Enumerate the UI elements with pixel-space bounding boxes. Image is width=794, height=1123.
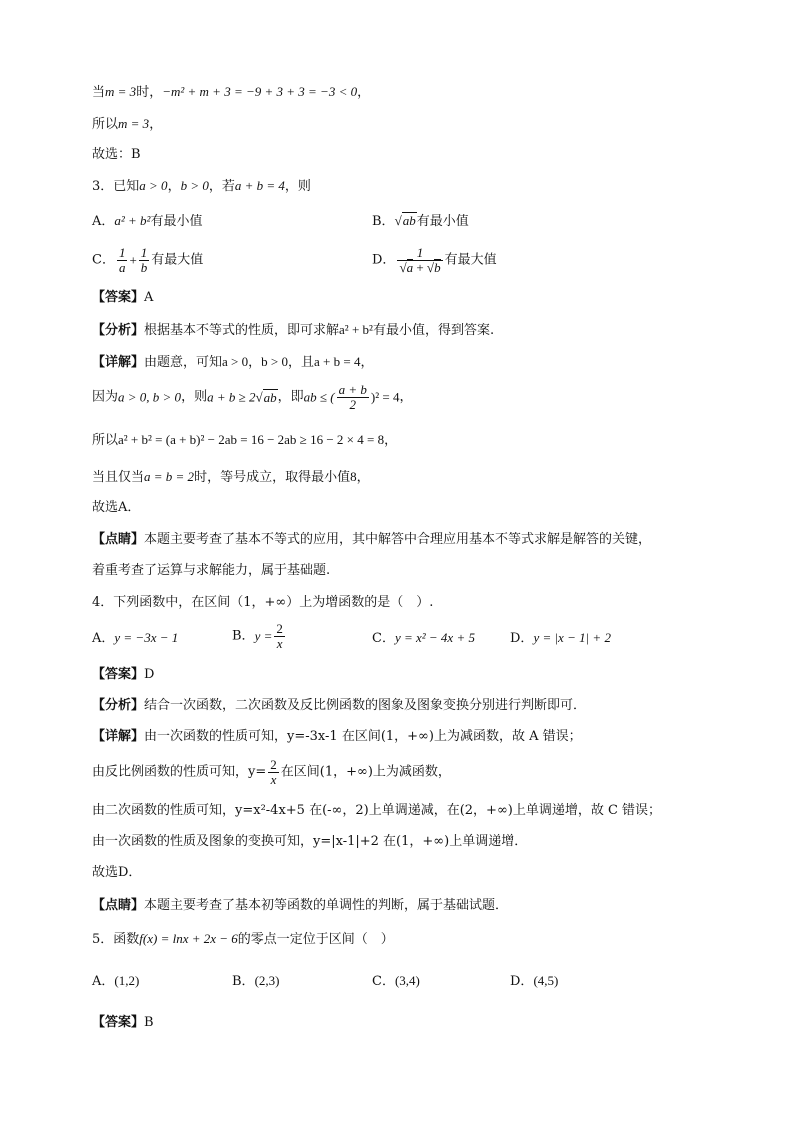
denominator: 2 [337, 397, 369, 412]
text: 3．已知 [92, 179, 140, 194]
numerator: 2 [270, 757, 277, 772]
q4-option-b [232, 622, 287, 651]
fraction [268, 758, 279, 787]
math: (1,2) [114, 973, 140, 988]
text: 由一次函数的性质可知，y=-3x-1 在区间(1，+∞)上为减函数，故 A 错误； [144, 729, 582, 744]
text: ，且 [288, 355, 315, 370]
math: y = x² − 4x + 5 [394, 630, 475, 645]
answer-value: A [144, 290, 154, 305]
math: a² + b² [114, 213, 151, 228]
q4-detail-4 [92, 834, 527, 850]
answer-tag: 【答案】 [92, 290, 145, 305]
q3-detail-2 [92, 383, 412, 412]
math: (4,5) [533, 973, 559, 988]
math: a + b = 4 [234, 178, 285, 193]
q4-comment [92, 898, 508, 914]
q3-option-b [372, 213, 469, 230]
math: y = −3x − 1 [114, 630, 179, 645]
q3-option-c [92, 246, 203, 275]
answer-tag: 【答案】 [92, 667, 145, 682]
math: −m² + m + 3 = −9 + 3 + 3 = −3 < 0 [162, 84, 358, 99]
fraction [397, 246, 442, 275]
math: ab ≤ ( [303, 389, 335, 405]
detail-tag: 【详解】 [92, 355, 145, 370]
text: 5．函数 [92, 932, 140, 947]
text: ， [357, 85, 371, 100]
q4-stem [92, 595, 433, 611]
text: ，即 [277, 389, 304, 405]
text: ，若 [208, 179, 235, 194]
option-label: D． [372, 252, 396, 268]
text: 当且仅当 [92, 470, 145, 485]
text: 的零点一定位于区间（ ） [237, 932, 394, 947]
q4-detail-1 [92, 729, 582, 745]
numerator: 2 [276, 621, 283, 636]
q5-answer [92, 1015, 154, 1031]
analysis-tag: 【分析】 [92, 323, 145, 338]
comment-tag: 【点睛】 [92, 532, 145, 547]
option-label: D． [510, 631, 534, 646]
answer-value: D [144, 667, 155, 682]
q3-detail-1 [92, 354, 373, 371]
math: a > 0, b > 0 [118, 389, 182, 405]
text: 有最小值，得到答案. [372, 323, 495, 338]
text: ，则 [284, 179, 311, 194]
q4-option-d [510, 630, 611, 647]
radicand: b [434, 260, 441, 275]
text: 当 [92, 85, 106, 100]
numerator: a + b [338, 382, 367, 397]
text: 由题意，可知 [144, 355, 223, 370]
text-line-choose-b [92, 147, 141, 163]
math: y = [254, 628, 273, 644]
text: 有最小值 [416, 214, 469, 229]
fraction [337, 383, 369, 412]
text: 在区间(1，+∞)上为减函数， [280, 764, 451, 780]
math: m = 3 [105, 84, 137, 99]
text: 所以 [92, 433, 119, 448]
option-label: B． [232, 974, 255, 989]
comment-tag: 【点睛】 [92, 898, 145, 913]
math: + [416, 260, 424, 275]
text: 时，等号成立，取得最小值 [194, 470, 351, 485]
q3-comment-1 [92, 532, 651, 548]
option-label: A． [92, 214, 115, 229]
radicand: a [406, 260, 414, 275]
text: 结合一次函数，二次函数及反比例函数的图象及图象变换分别进行判断即可． [144, 698, 587, 713]
q3-option-d [372, 246, 497, 275]
math: a² + b² [339, 322, 373, 337]
denominator: a [118, 260, 126, 275]
text: ， [248, 355, 262, 370]
q3-option-a [92, 213, 202, 230]
sqrt-symbol: √ab [394, 213, 416, 228]
q5-option-d [510, 973, 558, 990]
q3-answer [92, 290, 153, 306]
q4-option-c [372, 630, 475, 647]
q5-stem [92, 931, 394, 948]
math: b > 0 [261, 354, 288, 369]
analysis-tag: 【分析】 [92, 698, 145, 713]
q3-analysis [92, 322, 494, 339]
text-line-m3 [92, 84, 370, 101]
math: b > 0 [180, 178, 209, 193]
q5-option-b [232, 973, 279, 990]
text: ， [384, 433, 398, 448]
numerator: 1 [140, 245, 148, 260]
denominator: x [268, 772, 279, 787]
text: 由二次函数的性质可知，y=x²-4x+5 在(-∞，2)上单调递减，在(2，+∞)上单调递增，故 C 错误； [92, 803, 662, 818]
q4-option-a [92, 630, 178, 647]
text: 故选D． [92, 865, 142, 880]
q5-option-a [92, 973, 139, 990]
numerator: 1 [118, 245, 126, 260]
text-line-so-m3 [92, 116, 162, 133]
q4-detail-3 [92, 803, 661, 819]
math: y = |x − 1| + 2 [533, 630, 611, 645]
option-label: C． [372, 631, 395, 646]
text: 故选：B [92, 147, 141, 162]
option-label: C． [372, 974, 395, 989]
detail-tag: 【详解】 [92, 729, 145, 744]
option-label: D． [510, 974, 534, 989]
text: 由反比例函数的性质可知，y= [92, 764, 267, 780]
option-label: C． [92, 252, 115, 268]
math: (3,4) [394, 973, 420, 988]
math: f(x) = lnx + 2x − 6 [139, 931, 238, 946]
answer-tag: 【答案】 [92, 1015, 145, 1030]
text: 时， [136, 85, 163, 100]
text: 因为 [92, 389, 119, 405]
text: 故选A． [92, 500, 141, 515]
text: 4．下列函数中，在区间（1，+∞）上为增函数的是（ ）. [92, 595, 434, 610]
denominator: √a + √b [399, 260, 441, 275]
fraction [139, 246, 150, 275]
math: a > 0 [222, 354, 249, 369]
text: ， [360, 355, 374, 370]
q3-detail-5 [92, 500, 140, 516]
text: 有最大值 [444, 252, 497, 268]
math: 8 [350, 469, 357, 484]
text: 由一次函数的性质及图象的变换可知，y=|x-1|+2 在(1，+∞)上单调递增． [92, 834, 528, 849]
text: ， [167, 179, 181, 194]
text: 有最大值 [151, 252, 204, 268]
text: ， [149, 117, 163, 132]
math: (2,3) [254, 973, 280, 988]
option-label: B． [232, 628, 255, 644]
q3-detail-3 [92, 432, 397, 449]
denominator: b [140, 260, 148, 275]
option-label: B． [372, 214, 395, 229]
math: a + b ≥ 2 [207, 389, 256, 405]
math: a > 0 [139, 178, 168, 193]
option-label: A． [92, 631, 115, 646]
denominator: x [274, 636, 285, 651]
sqrt-symbol: √ab [255, 389, 277, 405]
fraction [274, 622, 285, 651]
text: 根据基本不等式的性质，即可求解 [144, 323, 340, 338]
q5-option-c [372, 973, 420, 990]
q4-answer [92, 667, 154, 683]
q4-detail-5 [92, 865, 141, 881]
option-label: A． [92, 974, 115, 989]
math: m = 3 [118, 116, 150, 131]
radicand: ab [263, 389, 277, 405]
math: )² = 4 [370, 389, 400, 405]
text: 本题主要考查了基本初等函数的单调性的判断，属于基础试题． [144, 898, 509, 913]
radicand: ab [402, 213, 416, 228]
numerator: 1 [416, 245, 424, 260]
q4-detail-2 [92, 758, 451, 787]
text: 着重考查了运算与求解能力，属于基础题. [92, 563, 331, 578]
text: 有最小值 [150, 214, 203, 229]
fraction [117, 246, 128, 275]
text: ， [399, 389, 413, 405]
math: a² + b² = (a + b)² − 2ab = 16 − 2ab ≥ 16 − 2 × 4 = 8 [118, 432, 385, 447]
text: 所以 [92, 117, 119, 132]
math: a + b = 4 [314, 354, 361, 369]
text: ，则 [181, 389, 208, 405]
math: + [129, 252, 137, 268]
q4-analysis [92, 698, 586, 714]
q3-comment-2 [92, 563, 330, 579]
text: 本题主要考查了基本不等式的应用，其中解答中合理应用基本不等式求解是解答的关键， [144, 532, 652, 547]
q3-stem [92, 178, 311, 195]
math: a = b = 2 [144, 469, 195, 484]
text: ， [356, 470, 370, 485]
q3-detail-4 [92, 469, 370, 486]
answer-value: B [144, 1015, 154, 1030]
